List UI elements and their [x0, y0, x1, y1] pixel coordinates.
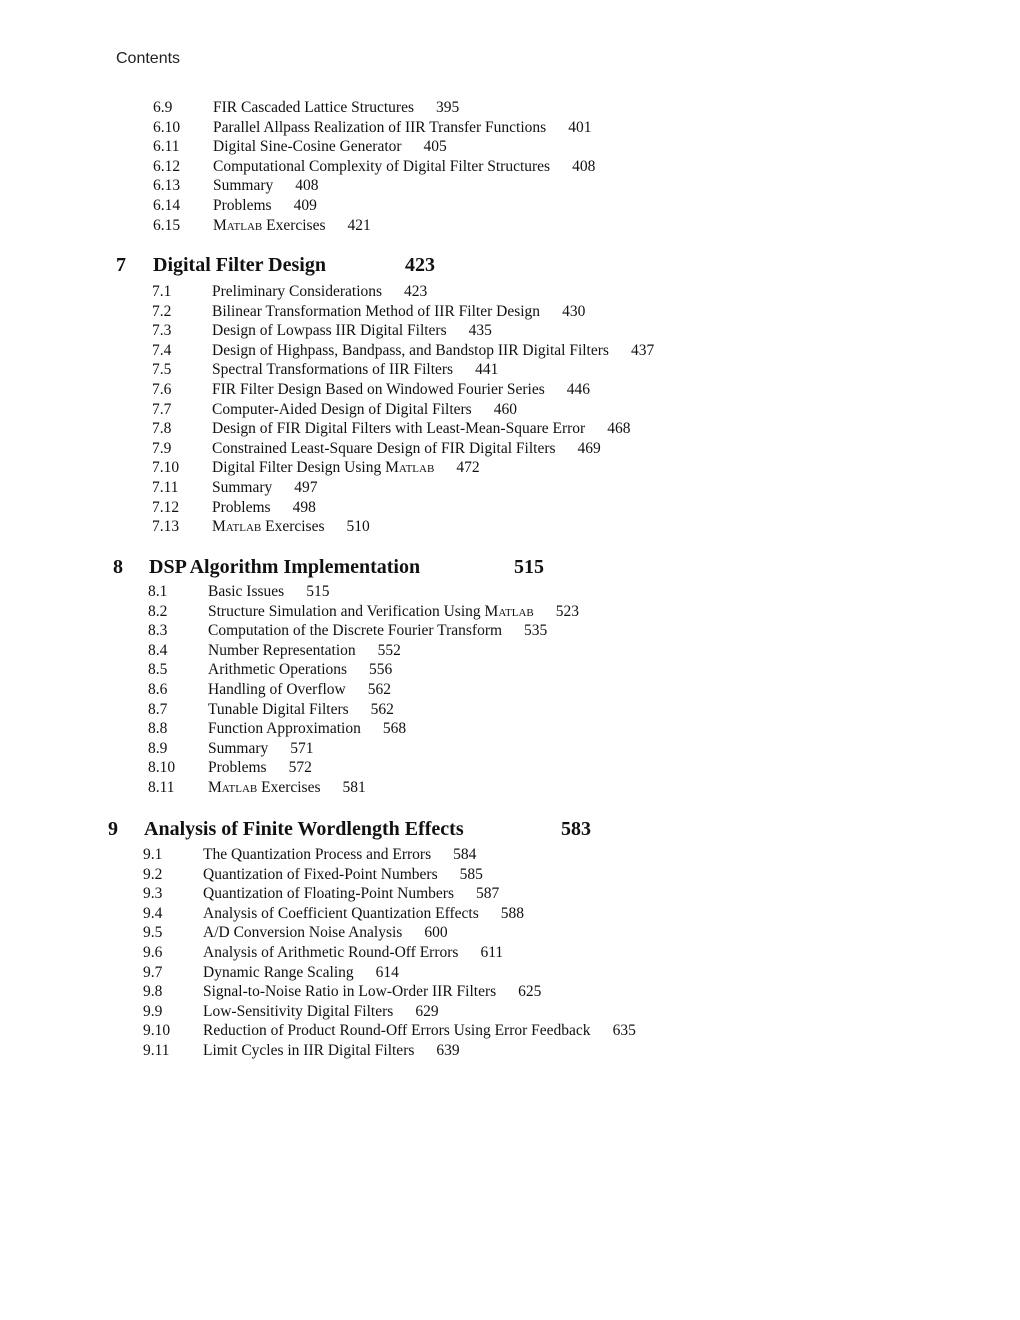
section-page: 635: [612, 1022, 636, 1040]
section-page: 408: [572, 157, 596, 175]
section-title[interactable]: [212, 401, 517, 419]
section-page: 535: [524, 622, 548, 640]
section-title[interactable]: [203, 905, 524, 923]
section-title-text: Bilinear Transformation Method of IIR Filter Design: [212, 302, 541, 320]
chapter-8: [113, 556, 580, 799]
section-number: 7.10: [152, 459, 180, 477]
section-title-text: Computer-Aided Design of Digital Filters: [212, 400, 472, 418]
section-number: 6.14: [153, 196, 181, 214]
section-title-smallcaps: Matlab: [208, 778, 258, 796]
section-title-text: Digital Sine-Cosine Generator: [213, 138, 402, 156]
section-page: 625: [518, 983, 542, 1001]
running-header: Contents: [116, 50, 181, 67]
section-title-text: Spectral Transformations of IIR Filters: [212, 361, 454, 379]
section-number: 8.1: [148, 583, 168, 600]
section-title[interactable]: [208, 583, 329, 601]
section-title-text: Constrained Least-Square Design of FIR Digital Filters: [212, 439, 556, 457]
section-title-text: Analysis of Coefficient Quantization Effects: [203, 904, 479, 922]
section-title[interactable]: [213, 99, 459, 117]
section-title-text: Dynamic Range Scaling: [203, 963, 354, 981]
section-number: 7.3: [152, 322, 172, 340]
chapter-9: [108, 818, 636, 1062]
section-title[interactable]: [212, 283, 427, 301]
section-title[interactable]: [208, 642, 401, 660]
section-page: 581: [342, 778, 366, 796]
section-title[interactable]: [203, 846, 476, 864]
chapter-heading: [116, 254, 435, 284]
section-title-text: Analysis of Arithmetic Round-Off Errors: [203, 943, 459, 961]
section-title-text: Problems: [213, 196, 272, 214]
section-title[interactable]: [213, 177, 319, 195]
section-number: 8.6: [148, 680, 168, 698]
section-title[interactable]: [203, 1022, 636, 1040]
section-page: 614: [375, 963, 399, 981]
section-title-suffix: Exercises: [257, 778, 321, 796]
section-number: 8.3: [148, 622, 168, 640]
section-title[interactable]: [212, 303, 585, 321]
section-page: 468: [607, 420, 631, 438]
section-number: 7.9: [152, 439, 172, 457]
section-page: 510: [346, 518, 370, 536]
section-title[interactable]: [212, 381, 590, 399]
section-page: 395: [436, 99, 460, 116]
section-title-text: Limit Cycles in IIR Digital Filters: [203, 1041, 415, 1059]
section-title-text: Handling of Overflow: [208, 680, 346, 698]
section-title[interactable]: [203, 964, 399, 982]
section-title[interactable]: [208, 622, 547, 640]
section-title-smallcaps: Matlab: [212, 518, 262, 536]
section-title-smallcaps: Matlab: [213, 216, 263, 234]
section-number: 8.11: [148, 778, 175, 796]
section-number: 9.3: [143, 885, 163, 903]
section-page: 430: [562, 302, 586, 320]
section-title-text: Reduction of Product Round-Off Errors Using Error Feedback: [203, 1022, 591, 1040]
section-title[interactable]: [212, 322, 492, 340]
section-number: 6.10: [153, 118, 181, 136]
section-number: 6.12: [153, 157, 181, 175]
section-title-smallcaps: Matlab: [385, 459, 435, 477]
chapter-number: 8: [113, 556, 123, 578]
section-page: 405: [423, 138, 447, 156]
section-title[interactable]: [213, 197, 317, 215]
section-title-text: Computation of the Discrete Fourier Transform: [208, 622, 503, 640]
section-title[interactable]: [212, 459, 480, 477]
section-number: 6.15: [153, 216, 181, 234]
section-page: 423: [404, 283, 428, 300]
section-title-text: Problems: [212, 498, 271, 516]
section-title-text: Basic Issues: [208, 583, 285, 600]
chapter-title[interactable]: Digital Filter Design: [153, 254, 326, 276]
section-number: 8.9: [148, 739, 168, 757]
section-title-text: Number Representation: [208, 641, 356, 659]
section-title-text: Arithmetic Operations: [208, 661, 348, 679]
section-page: 585: [459, 865, 483, 883]
section-number: 9.4: [143, 904, 163, 922]
section-page: 571: [290, 739, 314, 757]
section-page: 639: [436, 1041, 460, 1059]
section-title[interactable]: [213, 138, 447, 156]
section-number: 9.5: [143, 924, 163, 942]
section-title-text: Function Approximation: [208, 720, 361, 738]
section-title-text: Low-Sensitivity Digital Filters: [203, 1002, 394, 1020]
section-title[interactable]: [212, 342, 654, 360]
section-title[interactable]: [203, 1003, 439, 1021]
section-page: 435: [468, 322, 492, 340]
section-number: 8.2: [148, 602, 168, 620]
section-title-text: Structure Simulation and Verification Using: [208, 602, 485, 620]
section-title-text: Problems: [208, 759, 267, 777]
section-title[interactable]: [208, 681, 391, 699]
section-title-text: The Quantization Process and Errors: [203, 846, 432, 863]
section-title[interactable]: [212, 440, 601, 458]
section-number: 9.1: [143, 846, 163, 863]
section-title-text: Quantization of Fixed-Point Numbers: [203, 865, 438, 883]
section-title[interactable]: [203, 924, 448, 942]
section-number: 7.7: [152, 400, 172, 418]
section-number: 6.11: [153, 138, 180, 156]
chapter-number: 7: [116, 254, 126, 276]
section-number: 6.9: [153, 99, 173, 116]
section-page: 568: [382, 720, 407, 738]
section-title[interactable]: [208, 759, 312, 777]
section-title[interactable]: [213, 158, 595, 176]
section-number: 8.4: [148, 641, 168, 659]
section-title-text: Summary: [213, 177, 274, 195]
section-page: 556: [369, 661, 393, 679]
section-title-text: Design of FIR Digital Filters with Least-Mean-Square Error: [212, 420, 586, 438]
section-number: 8.8: [148, 720, 168, 738]
section-title[interactable]: [203, 866, 483, 884]
chapter-page: 423: [405, 254, 435, 276]
section-title[interactable]: [212, 518, 370, 536]
section-number: 7.6: [152, 380, 172, 398]
chapter-title[interactable]: Analysis of Finite Wordlength Effects: [144, 818, 464, 840]
section-number: 9.9: [143, 1002, 163, 1020]
section-title-text: Digital Filter Design Using: [212, 459, 386, 477]
section-title[interactable]: [213, 119, 591, 137]
section-title-text: Summary: [208, 739, 269, 757]
chapter-7: [116, 254, 655, 538]
section-page: 572: [288, 759, 312, 777]
section-number: 7.13: [152, 518, 180, 536]
section-page: 611: [480, 943, 504, 961]
section-number: 7.8: [152, 420, 172, 438]
section-page: 587: [475, 885, 500, 903]
section-title-suffix: Exercises: [262, 216, 326, 234]
section-page: 600: [424, 924, 448, 942]
section-number: 7.1: [152, 283, 172, 300]
section-title-text: Summary: [212, 478, 273, 496]
section-number: 8.5: [148, 661, 168, 679]
section-page: 421: [347, 216, 371, 234]
section-number: 9.11: [143, 1041, 170, 1059]
section-title-text: FIR Cascaded Lattice Structures: [213, 99, 415, 116]
section-page: 584: [453, 846, 477, 863]
section-page: 523: [555, 602, 580, 620]
section-page: 588: [500, 904, 525, 922]
section-title[interactable]: [208, 740, 314, 758]
section-title[interactable]: [208, 720, 406, 738]
chapter-page: 515: [514, 556, 544, 578]
section-number: 9.2: [143, 865, 163, 883]
section-title-text: A/D Conversion Noise Analysis: [203, 924, 403, 942]
section-number: 7.12: [152, 498, 180, 516]
section-title[interactable]: [208, 661, 392, 679]
section-page: 409: [293, 196, 317, 214]
section-number: 6.13: [153, 177, 181, 195]
section-number: 8.10: [148, 759, 176, 777]
section-page: 515: [306, 583, 330, 600]
section-title-text: Tunable Digital Filters: [208, 700, 349, 718]
chapter-heading: [108, 818, 591, 848]
section-title[interactable]: [208, 701, 394, 719]
section-title[interactable]: [212, 499, 316, 517]
section-number: 8.7: [148, 700, 168, 718]
section-page: 446: [566, 380, 590, 398]
section-page: 562: [367, 680, 391, 698]
section-page: 469: [577, 439, 601, 457]
section-title[interactable]: [213, 217, 371, 235]
section-title[interactable]: [203, 885, 499, 903]
section-page: 498: [292, 498, 316, 516]
section-page: 629: [415, 1002, 439, 1020]
section-page: 460: [493, 400, 517, 418]
section-page: 562: [370, 700, 394, 718]
section-title-smallcaps: Matlab: [484, 602, 534, 620]
section-number: 9.6: [143, 943, 163, 961]
section-title-text: FIR Filter Design Based on Windowed Fourier Series: [212, 380, 545, 398]
chapter-number: 9: [108, 818, 118, 840]
section-title[interactable]: [212, 420, 630, 438]
section-number: 7.5: [152, 361, 172, 379]
section-number: 7.2: [152, 302, 172, 320]
section-title-text: Quantization of Floating-Point Numbers: [203, 885, 454, 903]
section-number: 7.11: [152, 478, 179, 496]
section-number: 9.7: [143, 963, 163, 981]
section-title[interactable]: [203, 1042, 460, 1060]
chapter-page: 583: [561, 818, 591, 840]
section-number: 9.8: [143, 983, 163, 1001]
section-page: 472: [456, 459, 480, 477]
section-page: 441: [475, 361, 499, 379]
section-number: 9.10: [143, 1022, 171, 1040]
section-title[interactable]: [212, 361, 498, 379]
section-title-text: Design of Highpass, Bandpass, and Bandstop IIR Digital Filters: [212, 341, 609, 359]
section-number: 7.4: [152, 341, 172, 359]
section-title[interactable]: [203, 983, 541, 1001]
section-title-text: Preliminary Considerations: [212, 283, 383, 300]
chapter-title[interactable]: DSP Algorithm Implementation: [149, 556, 421, 578]
section-page: 437: [630, 341, 655, 359]
section-title[interactable]: [208, 603, 579, 621]
section-title-text: Design of Lowpass IIR Digital Filters: [212, 322, 447, 340]
section-title-text: Parallel Allpass Realization of IIR Transfer Functions: [213, 118, 547, 136]
section-title[interactable]: [212, 479, 318, 497]
section-title[interactable]: [203, 944, 503, 962]
section-page: 408: [295, 177, 319, 195]
section-title-text: Signal-to-Noise Ratio in Low-Order IIR Filters: [203, 983, 497, 1001]
section-page: 401: [568, 118, 592, 136]
section-page: 497: [294, 478, 318, 496]
chapter-heading: [113, 556, 544, 586]
section-title-text: Computational Complexity of Digital Filter Structures: [213, 157, 551, 175]
section-title-suffix: Exercises: [261, 518, 325, 536]
section-title[interactable]: [208, 779, 366, 797]
section-page: 552: [377, 641, 401, 659]
